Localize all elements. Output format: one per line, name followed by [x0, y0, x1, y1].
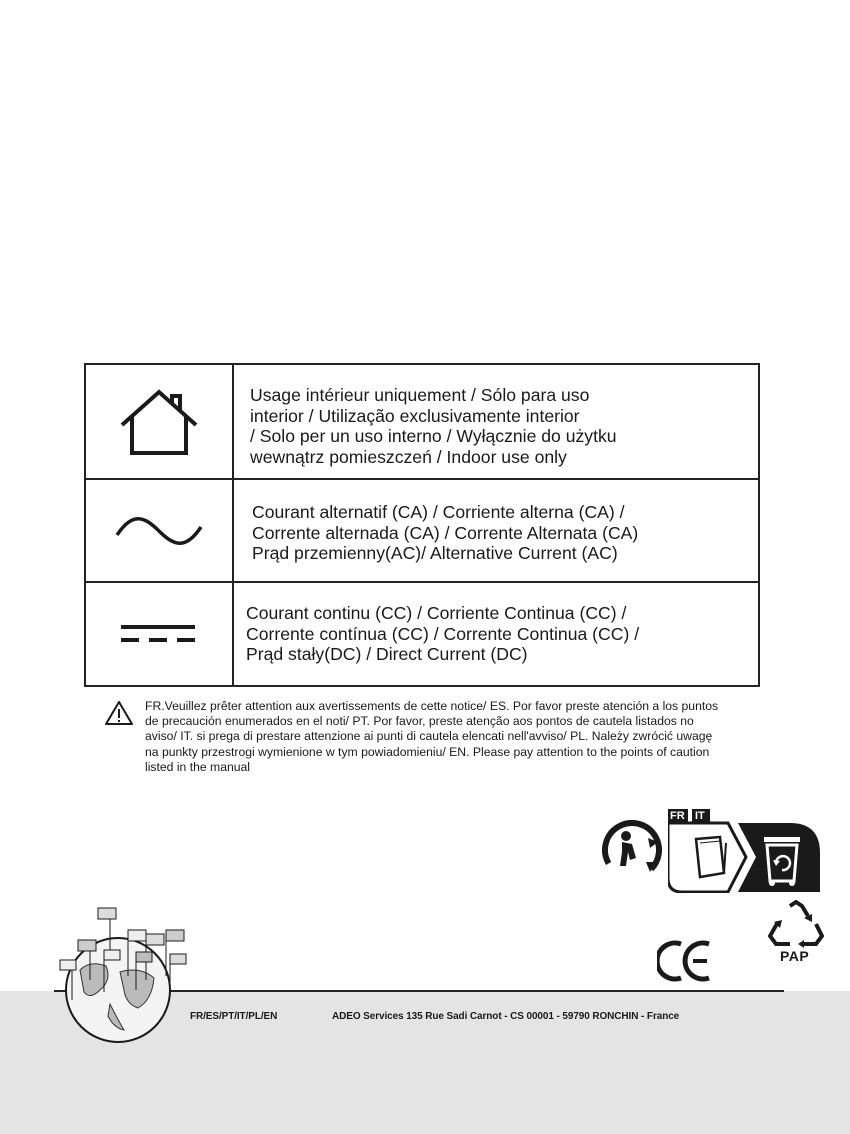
- symbol-text-indoor: Usage intérieur uniquement / Sólo para uso interior / Utilização exclusivamente interior / Solo per un uso interno / Wyłącznie do użytku wewnątrz pomieszczeń / Indoor use only: [250, 385, 617, 467]
- alternating-current-icon: [86, 480, 234, 581]
- symbol-row-ac: [86, 480, 758, 583]
- recycle-triangle-icon: [768, 900, 824, 955]
- symbol-row-dc: [86, 583, 758, 685]
- paper-sheet-icon: [690, 835, 730, 884]
- recycling-bin-icon: [762, 833, 802, 892]
- badge-it: IT: [695, 810, 705, 822]
- caution-text: FR.Veuillez prêter attention aux avertissements de cette notice/ ES. Por favor preste atención a los puntos de precaución enumerados en el noti/ PT. Por favor, preste atenção aos pontos de cautela listados no aviso/ IT. si prega di prestare attenzione ai punti di cautela elencati nell'avviso/ PL. Należy zwrócić uwagę na punkty przestrogi wymienione w tym powiadomieniu/ EN. Please pay attention to the points of caution listed in the manual: [145, 699, 719, 774]
- pap-label: PAP: [780, 948, 810, 964]
- footer-languages: FR/ES/PT/IT/PL/EN: [190, 1011, 278, 1022]
- badge-fr: FR: [670, 810, 685, 822]
- ce-mark-icon: [657, 940, 715, 987]
- globe-flags-logo: [50, 900, 200, 1055]
- direct-current-icon: [86, 583, 234, 685]
- warning-triangle-icon: [104, 700, 134, 731]
- triman-icon: [600, 818, 664, 887]
- symbol-text-dc: Courant continu (CC) / Corriente Continua (CC) / Corrente contínua (CC) / Corrente Continua (CC) / Prąd stały(DC) / Direct Current (DC): [246, 603, 640, 664]
- footer-address: ADEO Services 135 Rue Sadi Carnot - CS 00001 - 59790 RONCHIN - France: [332, 1011, 680, 1022]
- symbol-text-ac: Courant alternatif (CA) / Corriente alterna (CA) / Corrente alternada (CA) / Corrente Alternata (CA) Prąd przemienny(AC)/ Alternative Current (AC): [252, 502, 639, 563]
- symbols-table: [84, 363, 760, 687]
- symbol-row-indoor: [86, 365, 758, 480]
- house-icon: [86, 365, 234, 478]
- recycling-panel: [668, 805, 821, 898]
